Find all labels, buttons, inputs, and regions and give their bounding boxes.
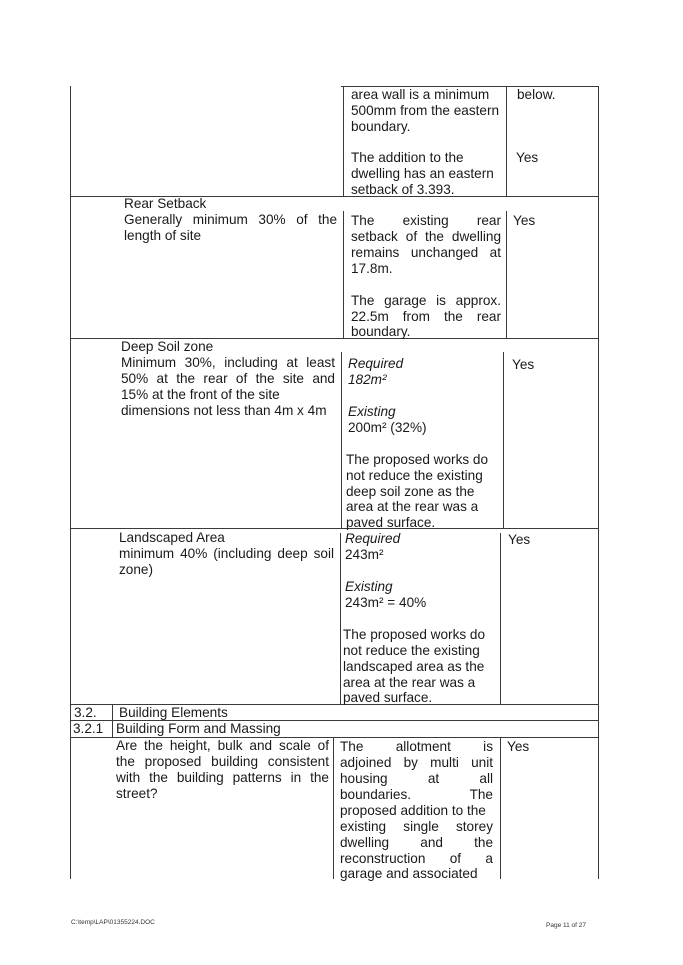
row-divider xyxy=(70,528,599,529)
compliance-text: boundary. xyxy=(351,119,411,134)
compliance-text: area wall is a minimum xyxy=(351,87,490,102)
compliance-text: existing single storey xyxy=(340,819,493,834)
control-requirement: length of site xyxy=(124,228,202,243)
control-title: Rear Setback xyxy=(124,196,207,211)
compliance-text: not reduce the existing xyxy=(346,468,483,483)
verdict-text: Yes xyxy=(513,213,536,228)
control-title: Building Form and Massing xyxy=(116,721,281,736)
existing-value: 200m² (32%) xyxy=(348,420,427,435)
compliance-text: 17.8m. xyxy=(351,261,393,276)
compliance-text: The allotment is xyxy=(340,739,493,754)
compliance-text: paved surface. xyxy=(343,690,433,705)
control-requirement: street? xyxy=(116,786,158,801)
col-sep-left xyxy=(333,738,334,879)
control-requirement: 15% at the front of the site xyxy=(121,387,280,402)
compliance-text: The garage is approx. xyxy=(351,293,501,308)
required-label: Required xyxy=(348,356,404,371)
section-number: 3.2. xyxy=(74,705,97,720)
compliance-text: housing at all xyxy=(340,771,493,786)
compliance-text: boundary. xyxy=(351,324,411,339)
compliance-text: setback of the dwelling xyxy=(351,229,501,244)
footer-page-number: Page 11 of 27 xyxy=(546,922,586,929)
control-requirement: Are the height, bulk and scale of xyxy=(116,738,329,753)
section-title: Building Elements xyxy=(119,705,228,720)
compliance-text: boundaries. The xyxy=(340,787,493,802)
control-requirement: zone) xyxy=(119,562,154,577)
compliance-text: The existing rear xyxy=(351,213,501,228)
verdict-text: Yes xyxy=(512,357,535,372)
existing-label: Existing xyxy=(348,404,396,419)
verdict-text: Yes xyxy=(508,532,531,547)
compliance-text: landscaped area as the xyxy=(343,659,485,674)
verdict-text: Yes xyxy=(516,150,539,165)
compliance-text: adjoined by multi unit xyxy=(340,755,493,770)
compliance-text: garage and associated xyxy=(340,866,478,881)
col-sep-right xyxy=(506,211,507,338)
control-requirement: with the building patterns in the xyxy=(116,770,329,785)
compliance-text: setback of 3.393. xyxy=(351,182,455,197)
col-sep-right xyxy=(506,86,507,196)
control-requirement: Minimum 30%, including at least xyxy=(121,355,335,370)
control-requirement: Generally minimum 30% of the xyxy=(124,212,337,227)
col-sep-left xyxy=(343,86,344,196)
required-value: 243m² xyxy=(345,547,384,562)
compliance-text: 22.5m from the rear xyxy=(351,309,501,324)
existing-value: 243m² = 40% xyxy=(345,595,427,610)
control-number: 3.2.1 xyxy=(73,721,104,736)
table-left-border xyxy=(70,86,71,879)
compliance-text: paved surface. xyxy=(346,515,436,530)
existing-label: Existing xyxy=(345,579,393,594)
verdict-text: Yes xyxy=(507,739,530,754)
col-sep-left xyxy=(343,211,344,338)
control-title: Deep Soil zone xyxy=(121,339,214,354)
compliance-text: The addition to the xyxy=(351,150,464,165)
col-sep-right xyxy=(500,533,501,704)
number-col-sep xyxy=(112,704,113,737)
required-value: 182m² xyxy=(348,372,387,387)
col-sep-right xyxy=(500,738,501,879)
compliance-text: proposed addition to the xyxy=(340,803,486,818)
col-sep-left xyxy=(341,352,342,528)
compliance-text: The proposed works do xyxy=(346,452,489,467)
compliance-text: dwelling has an eastern xyxy=(351,166,494,181)
compliance-text: remains unchanged at xyxy=(351,245,501,260)
table-right-border xyxy=(598,86,599,879)
control-title: Landscaped Area xyxy=(119,530,225,545)
control-requirement: minimum 40% (including deep soil xyxy=(119,546,334,561)
compliance-text: area at the rear was a xyxy=(346,499,479,514)
required-label: Required xyxy=(345,531,401,546)
compliance-text: dwelling and the xyxy=(340,835,493,850)
compliance-text: The proposed works do xyxy=(343,627,486,642)
control-requirement: the proposed building consistent xyxy=(116,754,329,769)
compliance-text: area at the rear was a xyxy=(343,675,476,690)
control-requirement: dimensions not less than 4m x 4m xyxy=(121,403,327,418)
compliance-text: deep soil zone as the xyxy=(346,484,475,499)
control-requirement: 50% at the rear of the site and xyxy=(121,371,335,386)
verdict-text: below. xyxy=(517,87,556,102)
col-sep-right xyxy=(503,352,504,528)
compliance-text: not reduce the existing xyxy=(343,643,480,658)
footer-file-path: C:\temp\LAP\01355224.DOC xyxy=(71,919,155,926)
compliance-text: reconstruction of a xyxy=(340,851,493,866)
compliance-text: 500mm from the eastern xyxy=(351,103,500,118)
col-sep-left xyxy=(340,533,341,704)
